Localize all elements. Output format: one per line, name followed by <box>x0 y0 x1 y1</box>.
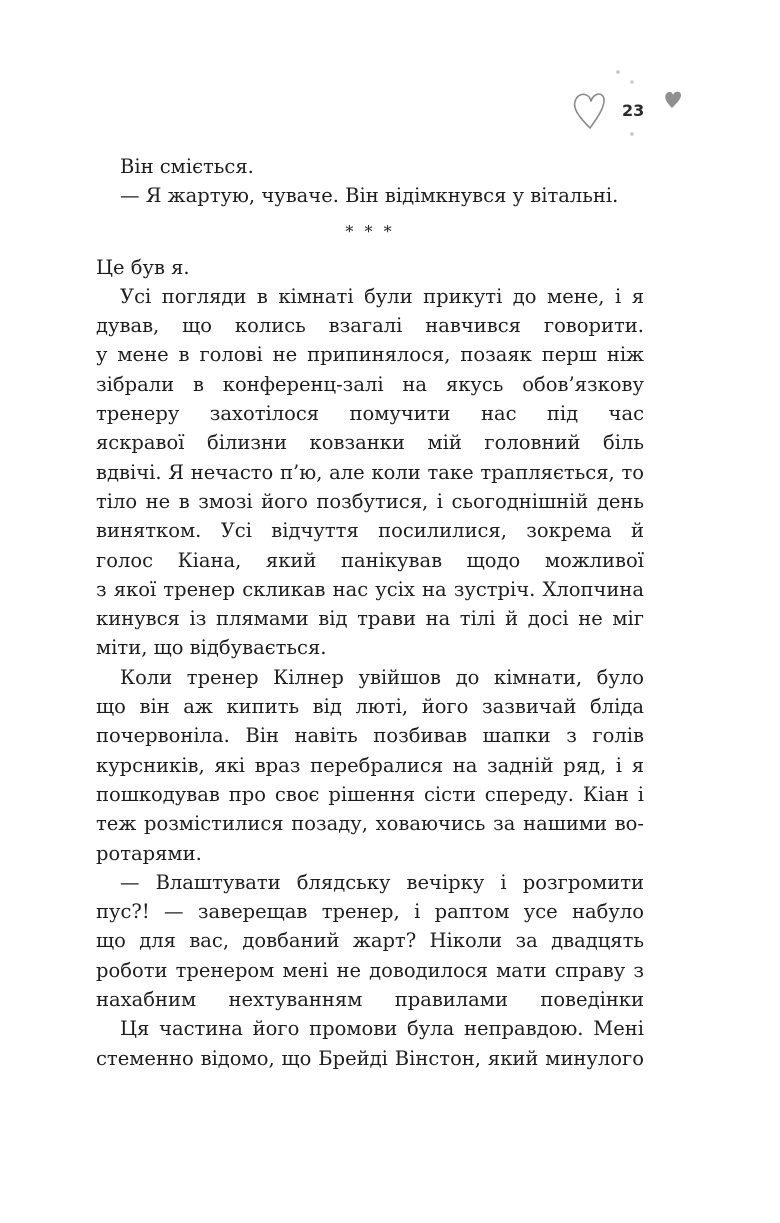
text-line: пус?! — заверещав тренер, і раптом усе набуло <box>96 900 644 924</box>
text-line: Ця частина його промови була неправдою. Мені <box>120 1017 644 1041</box>
text-line: у мене в голові не припинялося, позаяк перш ніж <box>96 343 644 367</box>
text-line: міти, що відбувається. <box>96 636 327 660</box>
body-text <box>96 152 644 1073</box>
text-line: кинувся із плямами від трави на тілі й досі не міг <box>96 607 644 631</box>
text-line: тренеру захотілося помучити нас під час <box>96 402 644 426</box>
text-line: яскравої білизни ковзанки мій головний біль <box>96 431 644 455</box>
text-line: стеменно відомо, що Брейді Вінстон, який минулого <box>96 1046 644 1070</box>
text-line: пошкодував про своє рішення сісти спереду. Кіан і <box>96 782 644 806</box>
scene-separator: * * * <box>345 221 395 241</box>
text-line: вдвічі. Я нечасто п’ю, але коли таке трапляється, то <box>96 460 644 484</box>
heart-filled-icon <box>665 92 681 108</box>
heart-outline-icon <box>575 94 604 128</box>
text-line: Це був я. <box>96 255 190 279</box>
text-line: курсників, які враз перебралися на задній ряд, і я <box>96 753 644 777</box>
text-line: зібрали в конференц-залі на якусь обов’язкову <box>96 372 644 396</box>
text-line: дував, що колись взагалі навчився говорити. <box>96 314 644 338</box>
text-line: з якої тренер скликав нас усіх на зустріч. Хлопчина <box>96 577 644 601</box>
text-line: — Я жартую, чуваче. Він відімкнувся у вітальні. <box>120 184 619 208</box>
text-line: тіло не в змозі його позбутися, і сьогоднішній день <box>96 489 644 513</box>
text-line: нахабним нехтуванням правилами поведінки <box>96 988 644 1012</box>
text-line: винятком. Усі відчуття посилилися, зокрема й <box>96 519 644 543</box>
text-line: Усі погляди в кімнаті були прикуті до мене, і я <box>120 284 644 308</box>
text-line: почервоніла. Він навіть позбивав шапки з голів <box>96 724 644 748</box>
text-line: Коли тренер Кілнер увійшов до кімнати, було <box>120 665 644 689</box>
page-number: 23 <box>622 101 645 120</box>
text-line: ротарями. <box>96 841 202 865</box>
text-line: Він сміється. <box>120 155 254 178</box>
text-line: що для вас, довбаний жарт? Ніколи за двадцять <box>96 929 644 953</box>
text-line: — Влаштувати блядську вечірку і розгромити <box>120 870 644 894</box>
text-line: роботи тренером мені не доводилося мати справу з <box>96 958 644 982</box>
text-line: що він аж кипить від люті, його зазвичай бліда <box>96 695 644 719</box>
text-line: теж розмістилися позаду, ховаючись за нашими во- <box>96 812 644 836</box>
text-line: голос Кіана, який панікував щодо можливої <box>96 548 644 572</box>
